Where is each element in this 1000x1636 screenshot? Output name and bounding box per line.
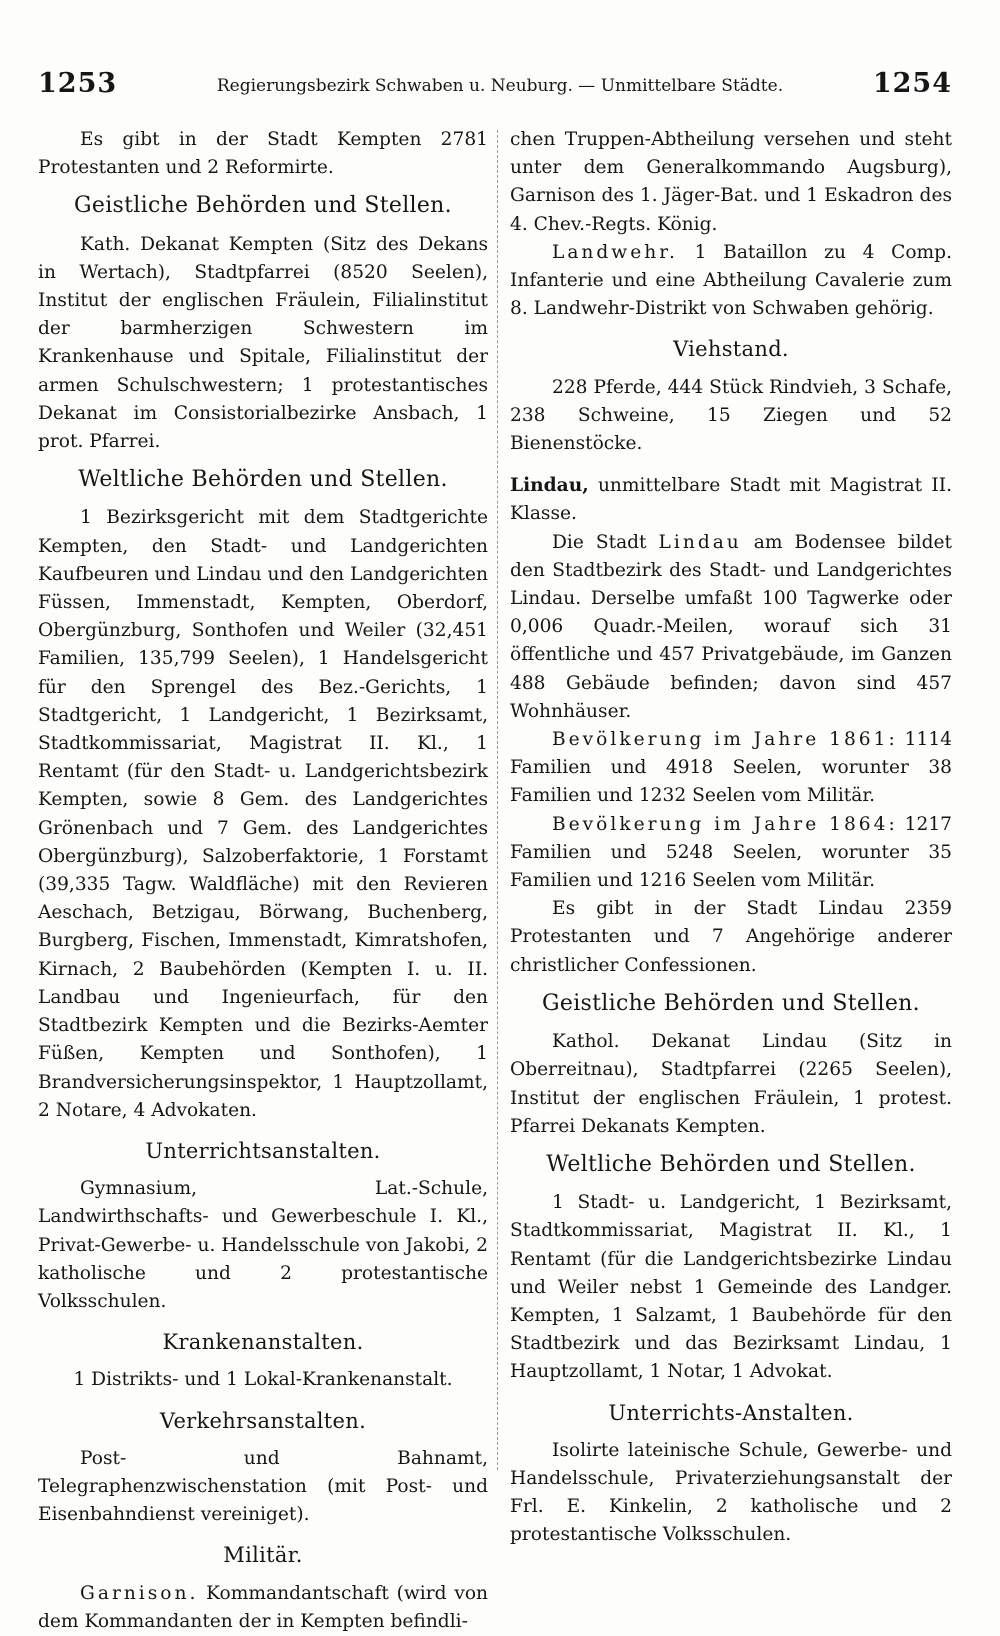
population-1861-text: 1114 Familien und 4918 Seelen, worunter 38 Familien und 1232 Seelen vom Militär. [510, 729, 952, 807]
section-heading: Geistliche Behörden und Stellen. [74, 193, 452, 219]
section-heading: Weltliche Behörden und Stellen. [78, 467, 448, 493]
paragraph: 1 Bezirksgericht mit dem Stadtgerichte Kempten, den Stadt- und Landgerichten Kaufbeuren und Lindau und den Landgerichten Füssen, Immenstadt, Kempten, Oberdorf, Obergünzburg, Sonthofen und Weiler (32,451 Familien, 135,799 Seelen), 1 Handelsgericht für den Sprengel des Bez.-Gerichts, 1 Stadtgericht, 1 Landgericht, 1 Bezirksamt, Stadtkommissariat, Magistrat II. Kl., 1 Rentamt (für den Stadt- u. Landgerichtsbezirk Kempten, sowie 8 Gem. des Landgerichtes Grönenbach und 7 Gem. des Landgerichtes Obergünzburg), Salzoberfaktorie, 1 Forstamt (39,335 Tagw. Waldfläche) mit den Revieren Aeschach, Betzigau, Börwang, Buchenberg, Burgberg, Fischen, Immenstadt, Kimratshofen, Kirnach, 2 Baubehörden (Kempten I. u. II. Landbau und Ingenieurfach, für den Stadtbezirk Kempten und die Bezirks-Aemter Füßen, Kempten und Sonthofen), 1 Brandversicherungsinspektor, 1 Hauptzollamt, 2 Notare, 4 Advokaten. [38, 507, 488, 1121]
population-1864-label: Bevölkerung im Jahre 1864: [552, 813, 898, 835]
lindau-label: Lindau, [510, 475, 589, 497]
section-heading: Krankenanstalten. [162, 1330, 364, 1355]
paragraph: Post- und Bahnamt, Telegraphenzwischenstation (mit Post- und Eisenbahndienst vereiniget). [38, 1447, 488, 1526]
lindau-title [510, 472, 952, 528]
population-1864-text: 1217 Familien und 5248 Seelen, worunter 35 Familien und 1216 Seelen vom Militär. [510, 813, 952, 892]
page-header [0, 68, 1000, 108]
paragraph: 228 Pferde, 444 Stück Rindvieh, 3 Schafe, 238 Schweine, 15 Ziegen und 52 Bienenstöcke. [510, 376, 952, 455]
section-heading: Unterrichts-Anstalten. [608, 1400, 854, 1425]
section-heading: Verkehrsanstalten. [159, 1408, 367, 1433]
lindau-text-b: am Bodensee bildet den Stadtbezirk des Stadt- und Landgerichtes Lindau. Derselbe umfaßt 100 Tagwerke oder 0,006 Quadr.-Meilen, worauf sich 31 öffentliche und 457 Privatgebäude, im Ganzen 488 Gebäude befinden; davon sind 457 Wohnhäuser. [510, 531, 952, 722]
paragraph [510, 726, 952, 811]
paragraph [510, 239, 952, 324]
page-number-left: 1253 [38, 68, 118, 99]
paragraph: Kathol. Dekanat Lindau (Sitz in Oberreitnau), Stadtpfarrei (2265 Seelen), Institut der englischen Fräulein, 1 protest. Pfarrei Dekanats Kempten. [510, 1031, 952, 1137]
running-title: Regierungsbezirk Schwaben u. Neuburg. — Unmittelbare Städte. [216, 76, 784, 96]
right-column [510, 126, 952, 1550]
left-column [38, 126, 488, 1636]
lindau-name: Lindau [658, 531, 742, 553]
paragraph: 1 Distrikts- und 1 Lokal-Krankenanstalt. [73, 1369, 453, 1391]
garnison-label: Garnison. [80, 1582, 199, 1604]
paragraph [510, 529, 952, 726]
section-heading: Unterrichtsanstalten. [145, 1138, 381, 1163]
section-heading: Geistliche Behörden und Stellen. [542, 990, 920, 1016]
column-divider [497, 130, 498, 1470]
paragraph: Es gibt in der Stadt Lindau 2359 Protestanten und 7 Angehörige anderer christlicher Confessionen. [510, 898, 952, 976]
paragraph [510, 811, 952, 896]
paragraph: 1 Stadt- u. Landgericht, 1 Bezirksamt, Stadtkommissariat, Magistrat II. Kl., 1 Rentamt (für die Landgerichtsbezirke Lindau und Weiler nebst 1 Gemeinde des Landger. Kempten, 1 Salzamt, 1 Baubehörde für den Stadtbezirk und das Bezirksamt Lindau, 1 Hauptzollamt, 1 Notar, 1 Advokat. [510, 1192, 952, 1383]
continued-paragraph: chen Truppen-Abtheilung versehen und steht unter dem Generalkommando Augsburg), Garnison des 1. Jäger-Bat. und 1 Eskadron des 4. Chev.-Regts. König. [510, 129, 952, 235]
lindau-title-text: unmittelbare Stadt mit Magistrat II. Klasse. [510, 475, 952, 525]
lindau-text-a: Die Stadt [552, 531, 647, 553]
section-heading: Viehstand. [673, 337, 789, 362]
paragraph [38, 1580, 488, 1636]
population-1861-label: Bevölkerung im Jahre 1861: [552, 729, 898, 751]
paragraph: Gymnasium, Lat.-Schule, Landwirthschafts- und Gewerbeschule I. Kl., Privat-Gewerbe- u. Handelsschule von Jakobi, 2 katholische und 2 protestantische Volksschulen. [38, 1178, 488, 1312]
page-number-right: 1254 [872, 68, 952, 99]
paragraph: Isolirte lateinische Schule, Gewerbe- und Handelsschule, Privaterziehungsanstalt der Frl. E. Kinkelin, 2 katholische und 2 protestantische Volksschulen. [510, 1439, 952, 1546]
intro-paragraph: Es gibt in der Stadt Kempten 2781 Protestanten und 2 Reformirte. [38, 129, 488, 179]
landwehr-text: 1 Bataillon zu 4 Comp. Infanterie und eine Abtheilung Cavalerie zum 8. Landwehr-Distrikt von Schwaben gehörig. [510, 241, 952, 320]
section-heading: Weltliche Behörden und Stellen. [546, 1151, 916, 1177]
section-heading: Militär. [223, 1543, 303, 1568]
landwehr-label: Landwehr. [552, 241, 678, 263]
paragraph: Kath. Dekanat Kempten (Sitz des Dekans in Wertach), Stadtpfarrei (8520 Seelen), Institut der englischen Fräulein, Filialinstitut der barmherzigen Schwestern im Krankenhause und Spitale, Filialinstitut der armen Schulschwestern; 1 protestantisches Dekanat im Consistorialbezirke Ansbach, 1 prot. Pfarrei. [38, 233, 488, 453]
garnison-text: Kommandantschaft (wird von dem Kommandanten der in Kempten befindli- [38, 1582, 488, 1632]
